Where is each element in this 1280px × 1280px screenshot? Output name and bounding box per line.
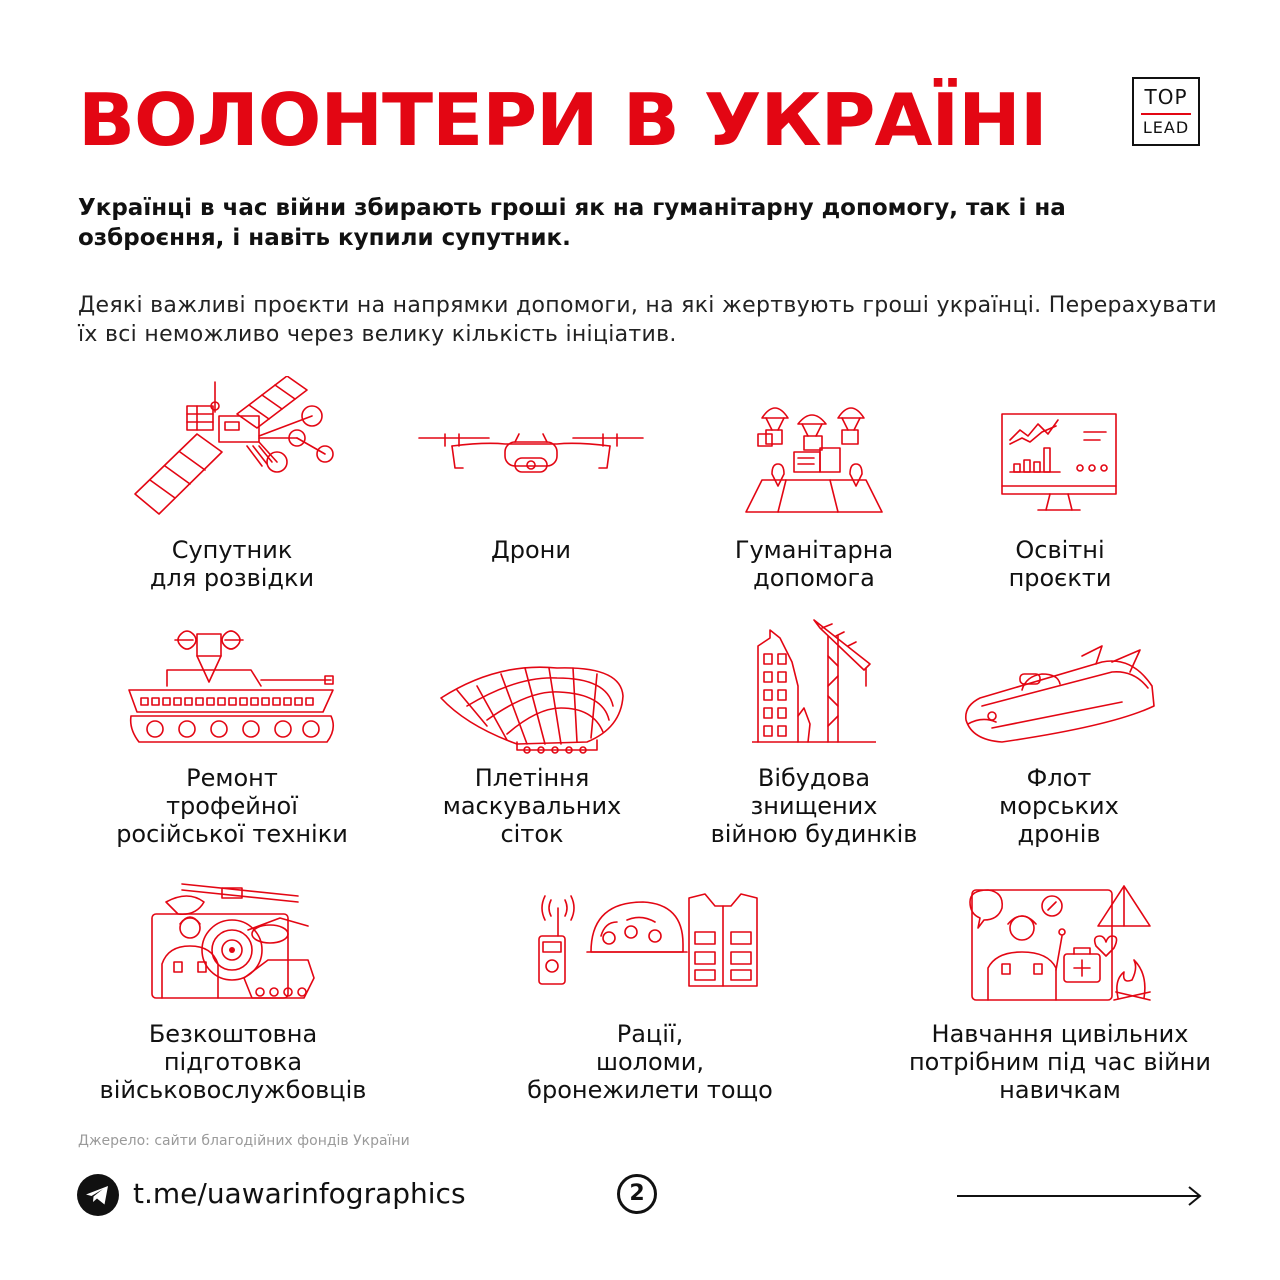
- item-label: Плетіння маскувальних сіток: [442, 764, 622, 848]
- telegram-link[interactable]: t.me/uawarinfographics: [133, 1177, 466, 1210]
- item-reconstruction: [710, 616, 918, 856]
- page-title: ВОЛОНТЕРИ В УКРАЇНІ: [78, 78, 1047, 162]
- item-label: Освітні проєкти: [1008, 536, 1112, 592]
- intro-text: Деякі важливі проєкти на напрямки допомоги, на які жертвують гроші українці. Перерахувати їх всі неможливо через велику кількість ініціатив.: [78, 293, 1217, 347]
- subtitle: Українці в час війни збирають гроші як на гуманітарну допомогу, так і на озброєння, і навіть купили супутник.: [78, 195, 1066, 251]
- item-label: Флот морських дронів: [999, 764, 1119, 848]
- tank-repair-icon: [127, 616, 337, 756]
- item-label: Безкоштовна підготовка військовослужбовців: [99, 1020, 367, 1104]
- next-arrow-icon[interactable]: [955, 1184, 1205, 1208]
- logo-top-text: TOP: [1144, 85, 1188, 109]
- item-label: Дрони: [491, 536, 571, 564]
- civilian-training-icon: [968, 880, 1152, 1020]
- camouflage-net-icon: [437, 616, 627, 756]
- item-camouflage-nets: [437, 616, 627, 856]
- item-label: Супутник для розвідки: [149, 536, 315, 592]
- sea-drone-icon: [962, 616, 1156, 756]
- top-lead-logo: [1132, 77, 1200, 146]
- item-label: Навчання цивільних потрібним під час війни навичкам: [908, 1020, 1212, 1104]
- logo-bottom-text: LEAD: [1142, 118, 1190, 137]
- radio-helmet-vest-icon: [535, 880, 765, 1020]
- source-note: Джерело: сайти благодійних фондів України: [78, 1133, 410, 1149]
- item-sea-drones: [962, 616, 1156, 856]
- drone-icon: [415, 376, 647, 516]
- item-label: Вібудова знищених війною будинків: [710, 764, 918, 848]
- item-military-training: [99, 880, 367, 1120]
- item-humanitarian-aid: [734, 376, 894, 596]
- item-satellite: [127, 376, 337, 596]
- item-education: [1000, 376, 1120, 596]
- item-label: Рації, шоломи, бронежилети тощо: [527, 1020, 773, 1104]
- education-monitor-icon: [1000, 376, 1120, 516]
- item-drones: [415, 376, 647, 596]
- item-tank-repair: [116, 616, 348, 856]
- telegram-icon: [77, 1174, 119, 1216]
- building-reconstruction-icon: [752, 616, 876, 756]
- satellite-icon: [127, 376, 337, 516]
- logo-divider: [1141, 113, 1191, 115]
- item-label: Гуманітарна допомога: [734, 536, 894, 592]
- item-label: Ремонт трофейної російської техніки: [116, 764, 348, 848]
- page-number: 2: [617, 1174, 657, 1214]
- item-equipment: [527, 880, 773, 1120]
- military-training-icon: [148, 880, 318, 1020]
- humanitarian-aid-icon: [742, 376, 886, 516]
- item-civilian-training: [908, 880, 1212, 1120]
